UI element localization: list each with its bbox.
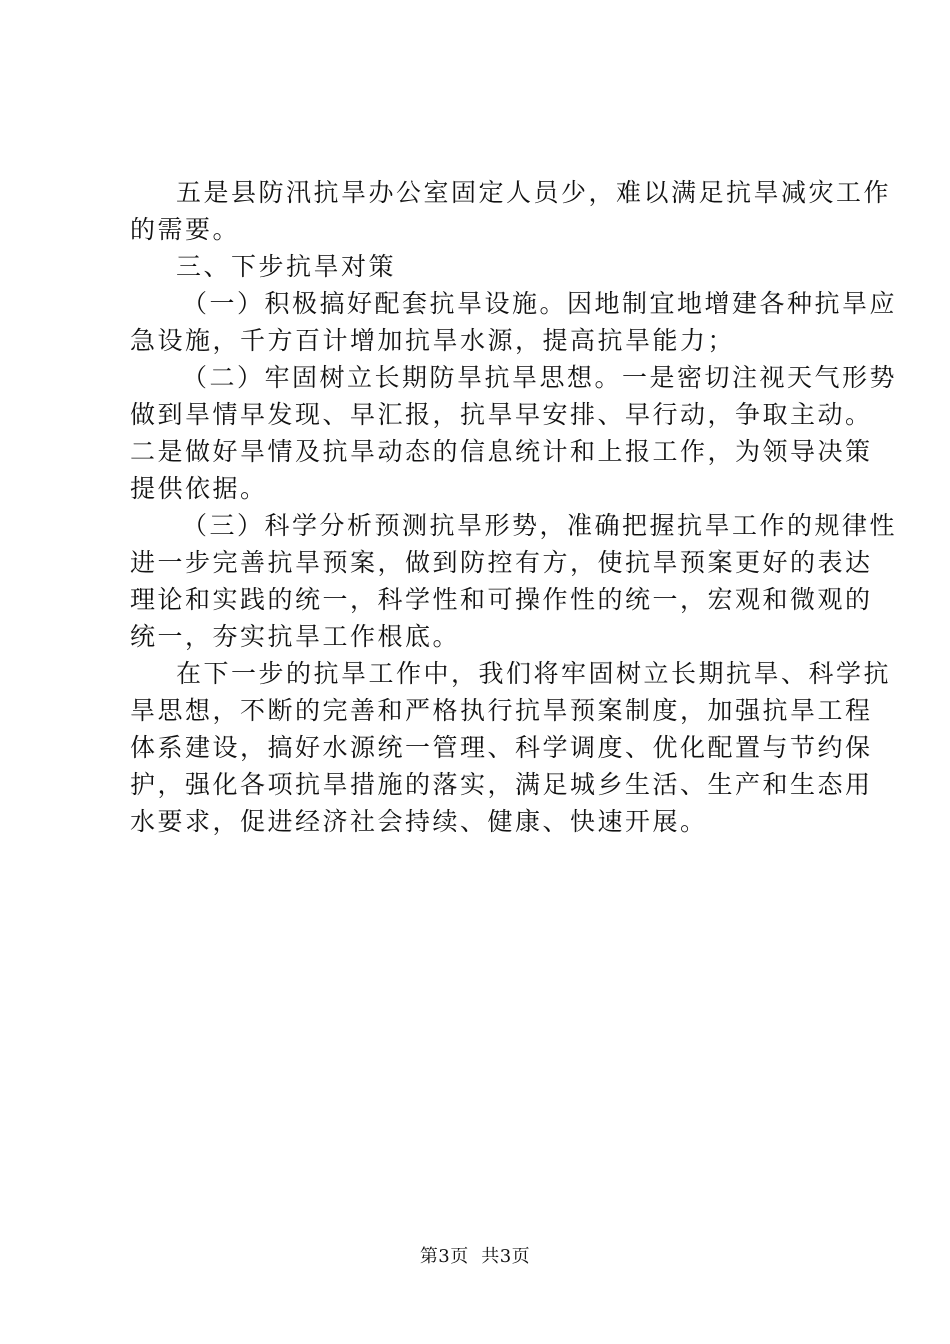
page-number: 第3页 共3页 [419,1246,531,1267]
text-line: 五是县防汛抗旱办公室固定人员少，难以满足抗旱减灾工作 [176,178,892,207]
section-heading: 三、下步抗旱对策 [176,252,397,281]
page-footer [0,1242,950,1268]
text-line: 护，强化各项抗旱措施的落实，满足城乡生活、生产和生态用 [130,770,873,799]
text-line: 做到旱情早发现、早汇报，抗旱早安排、早行动，争取主动。 [130,400,873,429]
text-line: （三）科学分析预测抗旱形势，准确把握抗旱工作的规律性 [182,511,898,540]
document-body [130,174,898,840]
text-line: 在下一步的抗旱工作中，我们将牢固树立长期抗旱、科学抗 [176,659,892,688]
text-line: 进一步完善抗旱预案，做到防控有方，使抗旱预案更好的表达 [130,548,873,577]
text-line: 统一，夯实抗旱工作根底。 [130,622,461,651]
text-line: 的需要。 [130,215,241,244]
text-line: （二）牢固树立长期防旱抗旱思想。一是密切注视天气形势 [182,363,898,392]
text-line: 急设施，千方百计增加抗旱水源，提高抗旱能力； [130,326,736,355]
text-line: 提供依据。 [130,474,268,503]
text-line: 旱思想，不断的完善和严格执行抗旱预案制度，加强抗旱工程 [130,696,873,725]
text-line: （一）积极搞好配套抗旱设施。因地制宜地增建各种抗旱应 [182,289,898,318]
text-line: 水要求，促进经济社会持续、健康、快速开展。 [130,807,708,836]
text-line: 二是做好旱情及抗旱动态的信息统计和上报工作，为领导决策 [130,437,873,466]
text-line: 体系建设，搞好水源统一管理、科学调度、优化配置与节约保 [130,733,873,762]
text-line: 理论和实践的统一，科学性和可操作性的统一，宏观和微观的 [130,585,873,614]
